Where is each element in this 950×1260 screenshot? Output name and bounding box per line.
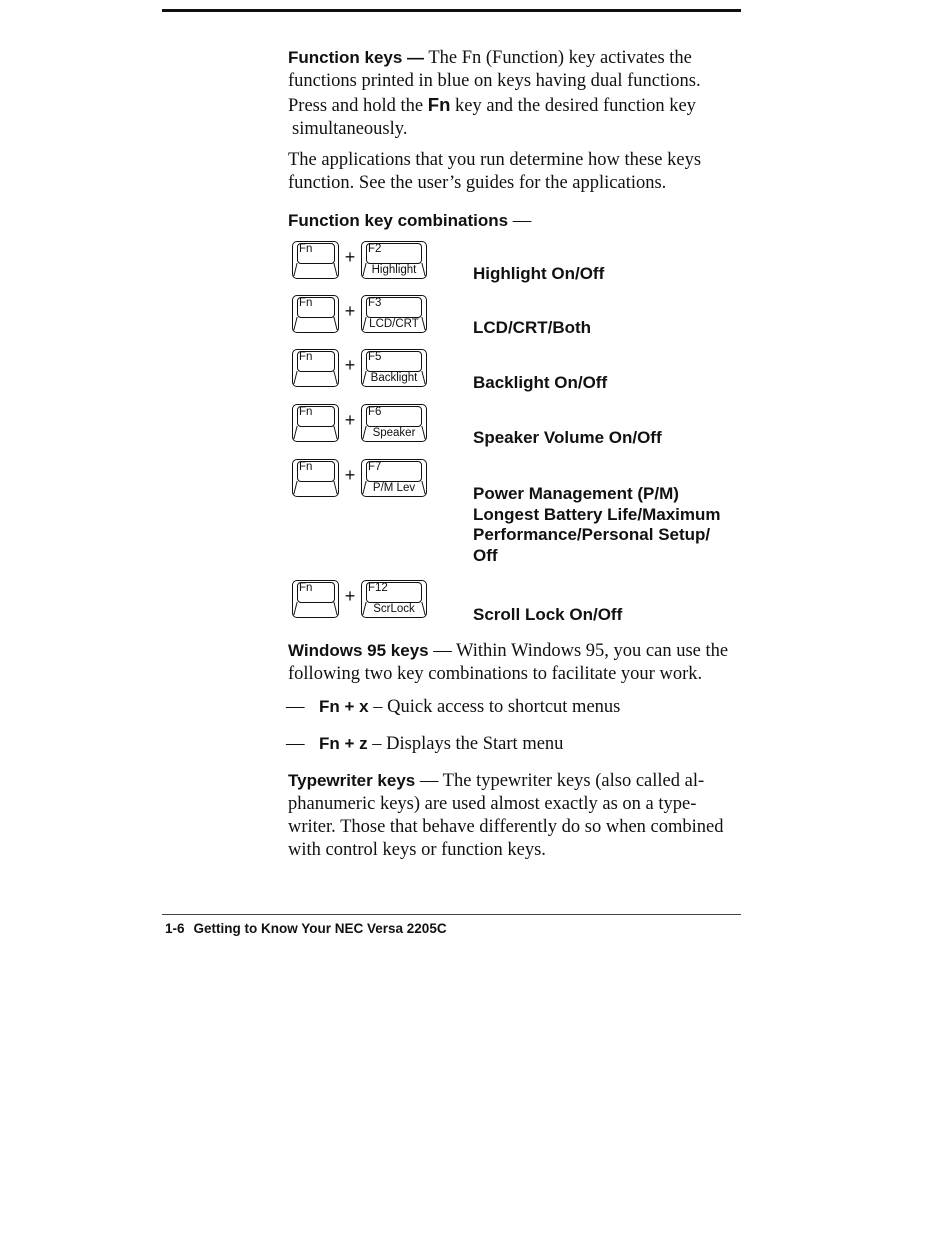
combinations-heading-text: Function key combinations [288,211,509,230]
combo-desc-scroll-lock: Scroll Lock On/Off [473,605,623,624]
f5-key-icon: F5 Backlight [361,349,427,387]
windows95-line-1: — Within Windows 95, you can use the [433,641,729,661]
f12-key-icon: F12 ScrLock [361,580,427,618]
typewriter-heading: Typewriter keys [288,771,416,790]
fn-key-icon: Fn [292,404,339,442]
typewriter-line-4: with control keys or function keys. [288,840,546,860]
f7-key-icon: F7 P/M Lev [361,459,427,497]
applications-note-line-1: The applications that you run determine how these keys [288,150,702,170]
footer-title: Getting to Know Your NEC Versa 2205C [193,921,447,936]
plus-sign: + [344,586,356,606]
plus-sign: + [344,301,356,321]
function-keys-line-1: The Fn (Function) key activates the [428,48,692,68]
f3-key-icon: F3 LCD/CRT [361,295,427,333]
combo-fn-f2 [290,241,435,283]
plus-sign: + [344,410,356,430]
typewriter-line-2: phanumeric keys) are used almost exactly as on a type- [288,794,697,814]
windows95-paragraph [288,639,743,686]
combo-desc-backlight: Backlight On/Off [473,373,608,392]
windows95-item-fn-x: — Fn + x – Quick access to shortcut menus [286,697,621,717]
windows95-line-2: following two key combinations to facilitate your work. [288,664,703,684]
combo-desc-lcd-crt: LCD/CRT/Both [473,318,592,337]
windows95-heading: Windows 95 keys [288,641,429,660]
fn-key-icon: Fn [292,349,339,387]
function-keys-line-4: simultaneously. [292,119,408,139]
typewriter-line-1: — The typewriter keys (also called al- [419,771,705,791]
applications-note-line-2: function. See the user’s guides for the applications. [288,173,667,193]
key-combo-fn-x: Fn + x [319,697,369,716]
top-rule [162,9,741,12]
fn-key-icon: Fn [292,580,339,618]
page-number: 1-6 [165,921,185,936]
combo-desc-power-management: Power Management (P/M) Longest Battery Life/Maximum Performance/Personal Setup/ Off [473,484,721,565]
windows95-item-fn-z: — Fn + z – Displays the Start menu [286,734,564,754]
plus-sign: + [344,247,356,267]
combo-desc-speaker: Speaker Volume On/Off [473,428,662,447]
function-keys-line-3a: Press and hold the [288,96,424,116]
f6-key-icon: F6 Speaker [361,404,427,442]
combinations-heading [288,209,743,233]
typewriter-line-3: writer. Those that behave differently do so when combined [288,817,724,837]
function-keys-line-2: functions printed in blue on keys having dual functions. [288,71,701,91]
function-keys-paragraph [288,46,743,141]
fn-key-icon: Fn [292,295,339,333]
plus-sign: + [344,465,356,485]
fn-key-icon: Fn [292,459,339,497]
typewriter-paragraph [288,769,743,862]
plus-sign: + [344,355,356,375]
combo-fn-f7 [290,459,435,501]
fn-word: Fn [427,94,451,115]
key-combo-fn-z: Fn + z [319,734,368,753]
function-keys-line-3b: key and the desired function key [455,96,696,116]
combo-fn-f6 [290,404,435,446]
f2-key-icon: F2 Highlight [361,241,427,279]
function-keys-heading: Function keys — [288,48,425,67]
combinations-heading-dash: — [512,211,532,231]
footer-rule [162,914,741,915]
page-footer [165,921,447,936]
fn-key-icon: Fn [292,241,339,279]
combo-fn-f5 [290,349,435,391]
combo-fn-f12 [290,580,435,622]
applications-note [288,149,743,195]
combo-fn-f3 [290,295,435,337]
combo-desc-highlight: Highlight On/Off [473,264,605,283]
